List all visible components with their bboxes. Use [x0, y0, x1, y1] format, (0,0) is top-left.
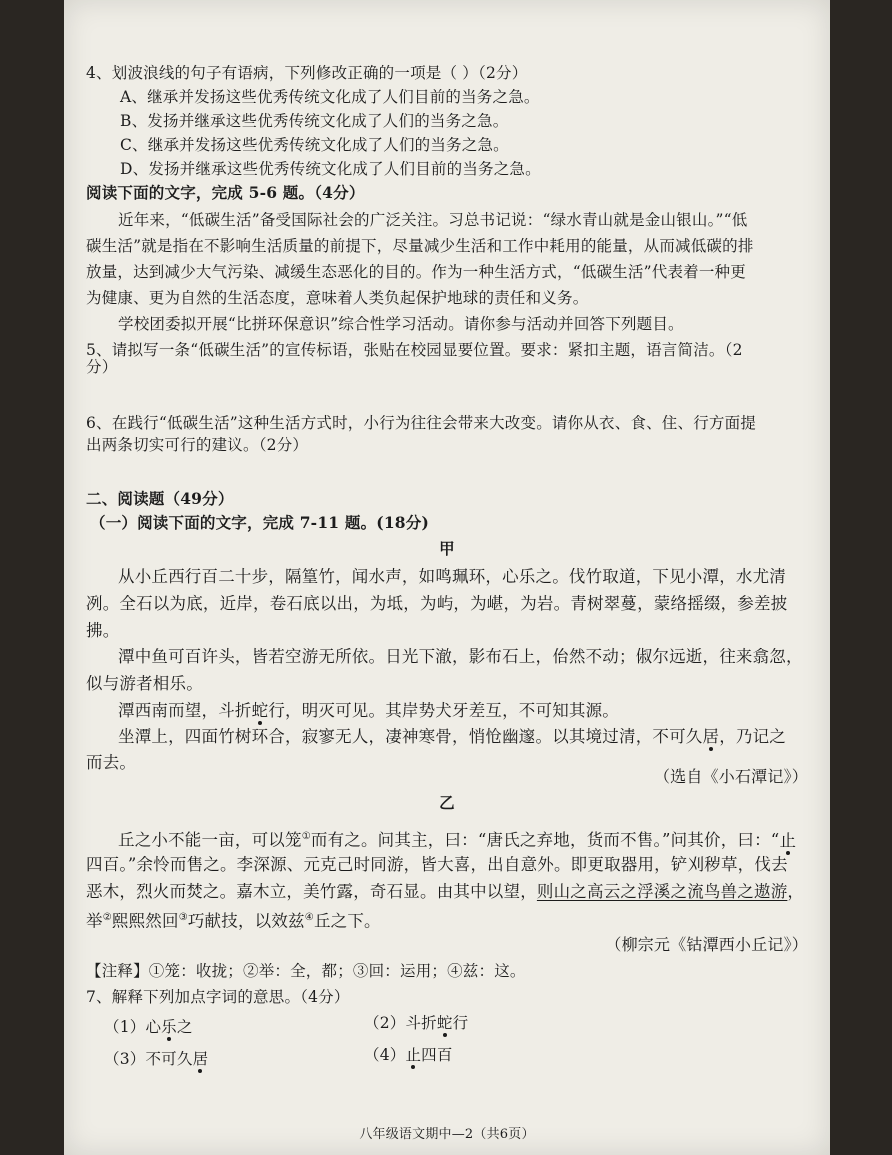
q4-option-c: C、继承并发扬这些优秀传统文化成了人们的当务之急。 — [120, 136, 509, 154]
text-run: （3）不可久 — [104, 1050, 193, 1068]
passage-line: 潭中鱼可百许头，皆若空游无所依。日光下澈，影布石上，佁然不动；俶尔远逝，往来翕忽， — [118, 647, 803, 666]
dotted-char: 蛇 — [436, 1014, 453, 1032]
section-title: 二、阅读题（49分） — [86, 489, 234, 508]
footnote-mark: ③ — [178, 912, 188, 923]
dotted-char: 止 — [779, 830, 797, 850]
passage-line: 放量，达到减少大气污染、减缓生态恶化的目的。作为一种生活方式，“低碳生活”代表着一种更 — [86, 263, 746, 281]
text-run: 丘之下。 — [313, 911, 381, 931]
q7-item-4 — [364, 1044, 453, 1066]
underlined-sentence: 则山之高云之浮溪之流鸟兽之遨游 — [536, 882, 788, 901]
passage-line — [86, 881, 804, 903]
q6-stem-cont: 出两条切实可行的建议。（2分） — [86, 436, 309, 454]
dotted-char: 止 — [405, 1046, 422, 1064]
text-run: 恶木，烈火而焚之。嘉木立，美竹露，奇石显。由其中以望， — [86, 882, 537, 901]
dotted-char: 居 — [192, 1050, 209, 1068]
passage-line: 四百。”余怜而售之。李深源、元克己时同游，皆大喜，出自意外。即更取器用，铲刈秽草，伐去 — [86, 855, 788, 874]
passage-line — [118, 826, 796, 852]
q4-stem: 4、划波浪线的句子有语病，下列修改正确的一项是（ ）（2分） — [86, 64, 528, 82]
footnote-mark: ④ — [304, 912, 314, 923]
text-run: 行 — [452, 1014, 469, 1032]
text-run: 潭西南而望，斗折 — [118, 701, 252, 720]
reading-5-6-heading: 阅读下面的文字，完成 5-6 题。（4分） — [86, 183, 365, 202]
text-run: （1）心 — [104, 1018, 162, 1036]
q7-item-2 — [364, 1012, 468, 1034]
q4-option-b: B、发扬并继承这些优秀传统文化成了人们的当务之急。 — [120, 112, 509, 130]
passage-line: 冽。全石以为底，近岸，卷石底以出，为坻，为屿，为嵁，为岩。青树翠蔓，蒙络摇缀，参差披 — [86, 594, 788, 613]
text-run: （4） — [364, 1046, 406, 1064]
q7-item-1 — [104, 1016, 193, 1038]
text-run: 四百 — [421, 1046, 453, 1064]
annotation-note: 【注释】①笼：收拢；②举：全，都；③回：运用；④兹：这。 — [86, 962, 526, 980]
passage-line — [86, 907, 381, 933]
text-run: （2）斗折 — [364, 1014, 437, 1032]
passage-line: 碳生活”就是指在不影响生活质量的前提下，尽量减少生活和工作中耗用的能量，从而减低碳的排 — [86, 237, 754, 255]
passage-line — [118, 726, 786, 748]
dotted-char: 乐 — [161, 1018, 177, 1036]
passage-line: 学校团委拟开展“比拼环保意识”综合性学习活动。请你参与活动并回答下列题目。 — [118, 315, 684, 333]
q7-item-3 — [104, 1048, 208, 1070]
q4-option-d: D、发扬并继承这些优秀传统文化成了人们目前的当务之急。 — [120, 160, 541, 178]
text-run: 而有之。问其主，曰：“唐氏之弃地，货而不售。”问其价，曰：“ — [310, 830, 780, 850]
text-run: 行，明灭可见。其岸势犬牙差互，不可知其源。 — [268, 701, 620, 720]
passage-line: 而去。 — [86, 753, 137, 772]
passage-line: 近年来，“低碳生活”备受国际社会的广泛关注。习总书记说：“绿水青山就是金山银山。”“低 — [118, 211, 748, 229]
q5-stem: 5、请拟写一条“低碳生活”的宣传标语，张贴在校园显要位置。要求：紧扣主题，语言简洁。（2 — [86, 341, 743, 359]
source-citation: （选自《小石潭记》） — [653, 767, 808, 786]
q4-option-a: A、继承并发扬这些优秀传统文化成了人们目前的当务之急。 — [120, 88, 540, 106]
passage-line — [118, 700, 619, 722]
passage-line: 拂。 — [86, 621, 120, 640]
source-citation: （柳宗元《钴潭西小丘记》） — [605, 935, 808, 954]
footnote-mark: ① — [301, 831, 311, 842]
passage-line: 从小丘西行百二十步，隔篁竹，闻水声，如鸣珮环，心乐之。伐竹取道，下见小潭，水尤清 — [118, 567, 786, 586]
passage-jia-label: 甲 — [439, 539, 455, 558]
exam-page — [64, 0, 830, 1155]
dotted-char: 蛇 — [251, 701, 269, 720]
q7-stem: 7、解释下列加点字词的意思。（4分） — [86, 988, 350, 1006]
footnote-mark: ② — [102, 912, 112, 923]
passage-line: 为健康、更为自然的生活态度，意味着人类负起保护地球的责任和义务。 — [86, 289, 589, 307]
q6-stem: 6、在践行“低碳生活”这种生活方式时，小行为往往会带来大改变。请你从衣、食、住、行方面提 — [86, 414, 757, 432]
dotted-char: 居 — [702, 727, 720, 746]
passage-line: 似与游者相乐。 — [86, 674, 203, 693]
text-run: 丘之小不能一亩，可以笼 — [118, 830, 302, 850]
text-run: 坐潭上，四面竹树环合，寂寥无人，凄神寒骨，悄怆幽邃。以其境过清，不可久 — [118, 727, 703, 746]
section-subtitle: （一）阅读下面的文字，完成 7-11 题。(18分) — [90, 513, 430, 532]
text-run: 熙熙然回 — [111, 911, 179, 931]
text-run: 巧献技，以效兹 — [187, 911, 305, 931]
page-footer: 八年级语文期中—2（共6页） — [359, 1127, 535, 1142]
text-run: 举 — [86, 911, 103, 931]
passage-yi-label: 乙 — [439, 793, 455, 812]
text-run: ，乃记之 — [719, 727, 787, 746]
text-run: 之 — [176, 1018, 193, 1036]
q5-stem-cont: 分） — [86, 358, 118, 376]
text-run: ， — [787, 882, 805, 901]
